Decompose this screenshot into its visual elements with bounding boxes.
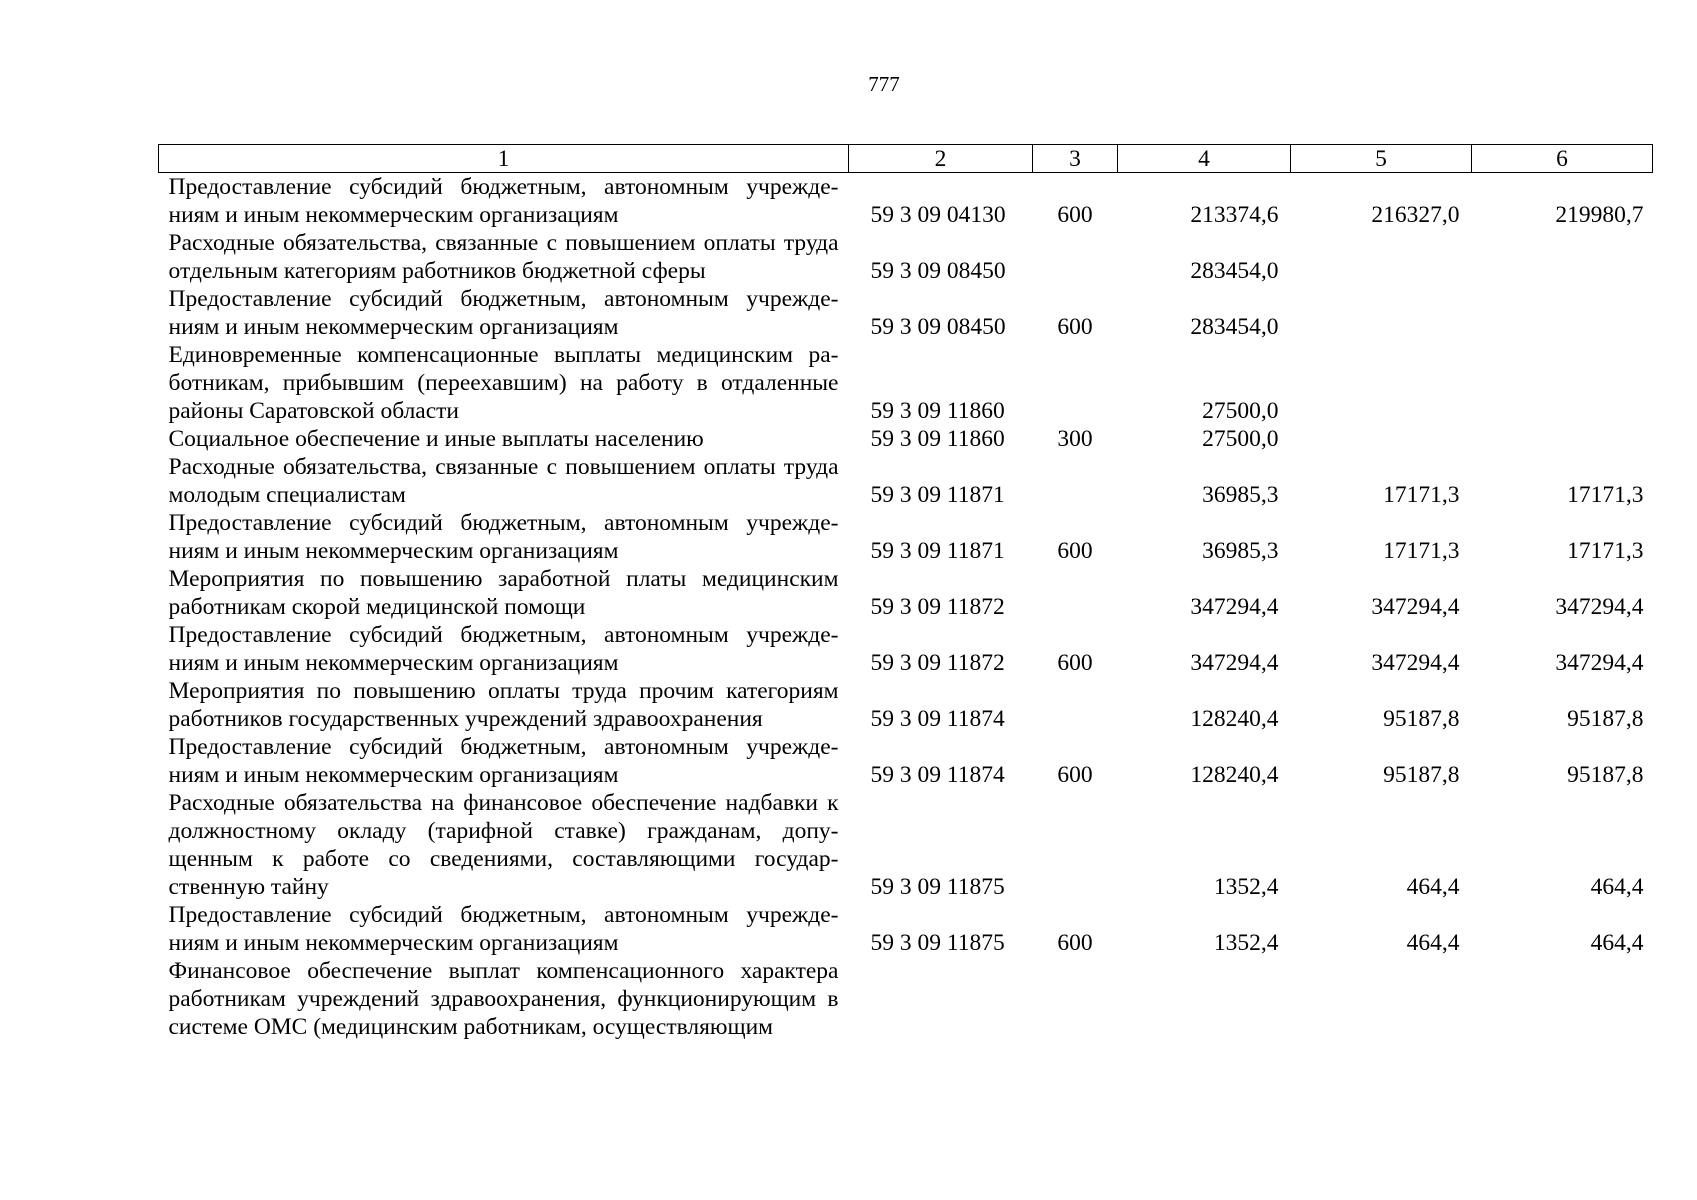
row-code: 59 3 09 11874 [870,762,1005,788]
page-number: 777 [868,72,900,96]
row-value-2 [1291,229,1472,285]
row-code: 59 3 09 11872 [870,594,1005,620]
row-value-3: 219980,7 [1555,202,1644,228]
row-name: Предоставление субсидий бюджетным, автономным учрежде-ниям и иным некоммерческим организациям [168,734,839,788]
table-row [159,901,1653,957]
row-value-1: 283454,0 [1190,314,1279,340]
table-row [159,733,1653,789]
column-header-2: 2 [849,145,1033,173]
row-type: 600 [1057,930,1093,956]
budget-table [158,144,1653,1041]
row-name: Мероприятия по повышению заработной платы медицинским работникам скорой медицинской помощи [168,566,839,620]
row-value-1: 283454,0 [1190,258,1279,284]
row-value-1: 36985,3 [1202,538,1279,564]
row-type [1033,453,1118,509]
row-type: 600 [1057,538,1093,564]
row-code: 59 3 09 04130 [870,202,1006,228]
table-row [159,957,1653,1041]
row-value-2: 95187,8 [1383,706,1460,732]
row-type [1033,229,1118,285]
row-value-3: 464,4 [1590,930,1644,956]
row-name: Предоставление субсидий бюджетным, автономным учрежде-ниям и иным некоммерческим организациям [168,286,839,340]
row-value-2 [1291,341,1472,425]
row-code: 59 3 09 11875 [870,874,1005,900]
row-code: 59 3 09 11871 [870,482,1005,508]
row-value-3: 95187,8 [1567,706,1644,732]
row-value-1: 128240,4 [1190,706,1279,732]
table-row [159,229,1653,285]
row-name: Расходные обязательства, связанные с повышением оплаты труда молодым специалистам [168,454,839,508]
row-value-3 [1472,229,1653,285]
row-type: 600 [1057,762,1093,788]
row-value-2 [1291,957,1472,1041]
row-value-3 [1472,957,1653,1041]
row-value-3: 95187,8 [1567,762,1644,788]
row-value-3: 17171,3 [1567,482,1644,508]
table-row [159,789,1653,901]
row-name: Предоставление субсидий бюджетным, автономным учрежде-ниям и иным некоммерческим организациям [168,622,839,676]
table-body [159,173,1653,1042]
row-value-1: 1352,4 [1213,874,1279,900]
row-value-3: 17171,3 [1567,538,1644,564]
row-type [1033,957,1118,1041]
column-header-5: 5 [1291,145,1472,173]
row-value-1: 1352,4 [1213,930,1279,956]
row-name: Расходные обязательства на финансовое обеспечение надбавки к должностному окладу (тарифной ставке) гражданам, допу-щенным к работе со сведениями, составляющими государ-ственную тайну [168,790,839,900]
row-value-3: 347294,4 [1555,594,1644,620]
row-value-2: 17171,3 [1383,538,1460,564]
header-row [159,145,1653,173]
row-value-2: 17171,3 [1383,482,1460,508]
row-value-3 [1472,425,1653,453]
row-code: 59 3 09 11871 [870,538,1005,564]
row-value-1: 27500,0 [1202,398,1279,424]
row-name: Единовременные компенсационные выплаты медицинским ра-ботникам, прибывшим (переехавшим) на работу в отдаленные районы Саратовской области [168,342,839,424]
row-type [1033,677,1118,733]
row-type: 600 [1057,314,1093,340]
row-value-2: 95187,8 [1383,762,1460,788]
row-code: 59 3 09 11875 [870,930,1005,956]
row-value-2: 464,4 [1406,874,1460,900]
row-value-1: 36985,3 [1202,482,1279,508]
row-type: 600 [1057,202,1093,228]
row-code [849,957,1033,1041]
table-row [159,509,1653,565]
row-value-1: 347294,4 [1190,594,1279,620]
row-value-1: 27500,0 [1202,426,1279,452]
row-value-1: 213374,6 [1190,202,1279,228]
row-code: 59 3 09 08450 [870,314,1006,340]
row-code: 59 3 09 11860 [870,426,1005,452]
row-value-2: 347294,4 [1371,594,1460,620]
column-header-1: 1 [159,145,849,173]
row-type [1033,565,1118,621]
row-code: 59 3 09 11874 [870,706,1005,732]
row-code: 59 3 09 08450 [870,258,1006,284]
row-type: 600 [1057,650,1093,676]
table-row [159,173,1653,230]
row-code: 59 3 09 11872 [870,650,1005,676]
row-value-3 [1472,341,1653,425]
column-header-6: 6 [1472,145,1653,173]
row-name: Предоставление субсидий бюджетным, автономным учрежде-ниям и иным некоммерческим организациям [168,902,839,956]
table-row [159,565,1653,621]
row-type [1033,341,1118,425]
row-value-2: 347294,4 [1371,650,1460,676]
row-value-2 [1291,425,1472,453]
table-row [159,453,1653,509]
table-row [159,621,1653,677]
table-row [159,285,1653,341]
table-header [159,145,1653,173]
row-code: 59 3 09 11860 [870,398,1005,424]
row-value-2 [1291,285,1472,341]
row-value-3: 347294,4 [1555,650,1644,676]
column-header-4: 4 [1118,145,1291,173]
row-value-3 [1472,285,1653,341]
row-name: Расходные обязательства, связанные с повышением оплаты труда отдельным категориям работников бюджетной сферы [168,230,839,284]
row-value-1: 128240,4 [1190,762,1279,788]
row-value-1 [1118,957,1291,1041]
row-value-3: 464,4 [1590,874,1644,900]
row-name: Социальное обеспечение и иные выплаты населению [168,426,704,452]
table-row [159,341,1653,425]
table-row [159,425,1653,453]
row-value-2: 464,4 [1406,930,1460,956]
row-name: Финансовое обеспечение выплат компенсационного характера работникам учреждений здравоохранения, функционирующим в системе ОМС (медицинским работникам, осуществляющим [168,958,839,1040]
row-type [1033,789,1118,901]
table-row [159,677,1653,733]
row-name: Предоставление субсидий бюджетным, автономным учрежде-ниям и иным некоммерческим организациям [168,174,839,228]
row-value-2: 216327,0 [1371,202,1460,228]
row-value-1: 347294,4 [1190,650,1279,676]
column-header-3: 3 [1033,145,1118,173]
row-type: 300 [1057,426,1093,452]
row-name: Мероприятия по повышению оплаты труда прочим категориям работников государственных учреждений здравоохранения [168,678,839,732]
row-name: Предоставление субсидий бюджетным, автономным учрежде-ниям и иным некоммерческим организациям [168,510,839,564]
